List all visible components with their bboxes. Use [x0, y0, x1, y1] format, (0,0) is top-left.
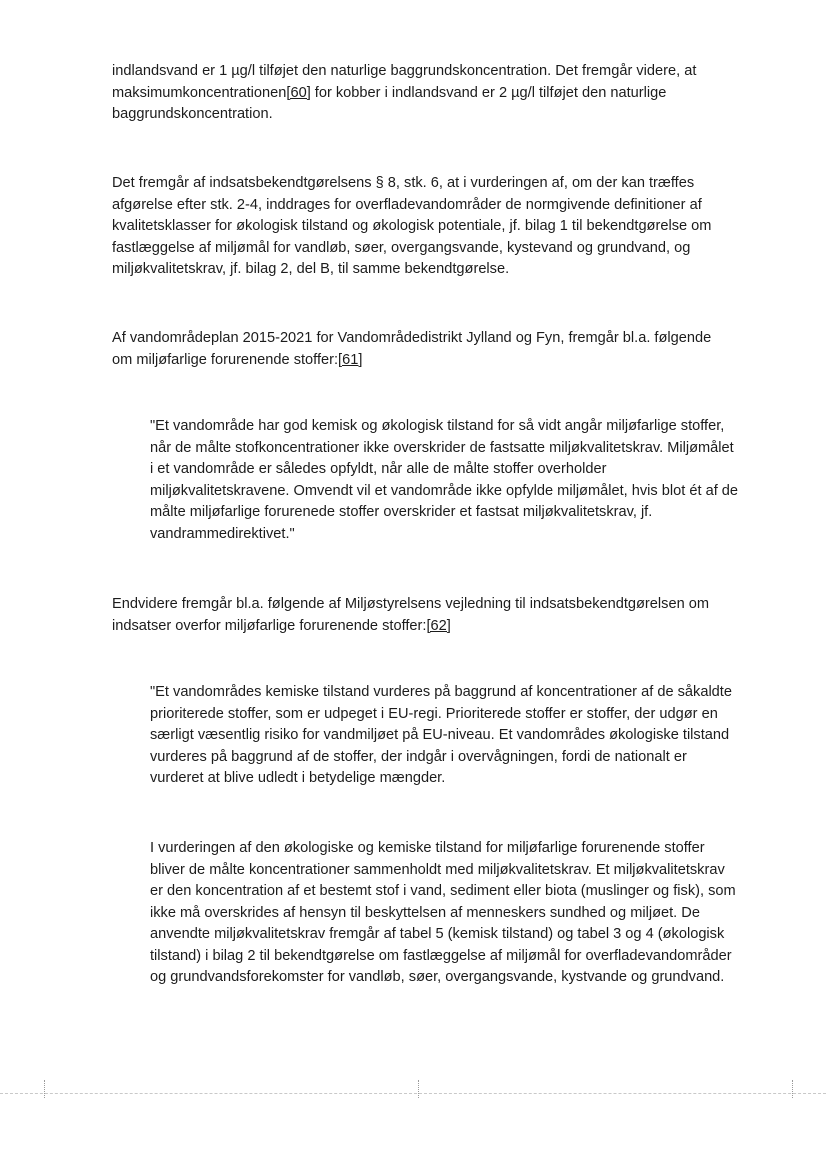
scan-mark-right — [792, 1080, 796, 1098]
footnote-link-62[interactable]: [62] — [426, 617, 451, 634]
scan-mark-left — [44, 1080, 48, 1098]
paragraph-2-text: Det fremgår af indsatsbekendtgørelsens § 8, stk. 6, at i vurderingen af, om der kan træffes afgørelse efter stk. 2-4, inddrages for overfladevandområder de normgivende definitioner af kvalitetsklasser for økologisk tilstand og økologisk potentiale, jf. bilag 1 til bekendtgørelse om fastlæggelse af miljømål for vandløb, søer, overgangsvande, kystevand og grundvand, og miljøkvalitetskrav, jf. bilag 2, del B, til samme bekendtgørelse. — [112, 175, 712, 277]
paragraph-1-text-a: indlandsvand er 1 µg/l tilføjet den naturlige baggrundskoncentration. Det fremgår videre, at maksimumkoncentrationen — [112, 63, 697, 101]
paragraph-1-text-b: for kobber i indlandsvand er 2 µg/l tilføjet den naturlige baggrundskoncentration. — [112, 84, 667, 122]
scan-mark-center — [418, 1080, 422, 1098]
paragraph-1 — [112, 61, 722, 126]
paragraph-4-text: Endvidere fremgår bl.a. følgende af Miljøstyrelsens vejledning til indsatsbekendtgørelsen om indsatser overfor miljøfarlige forurenende stoffer: — [112, 596, 710, 634]
paragraph-2 — [112, 173, 722, 281]
footnote-link-61[interactable]: [61] — [338, 351, 363, 368]
quote-2-text: "Et vandområdes kemiske tilstand vurderes på baggrund af koncentrationer af de såkaldte prioriterede stoffer, som er udpeget i EU-regi. Prioriterede stoffer er stoffer, der udgør en særligt væsentlig risiko for vandmiljøet på EU-niveau. Et vandområdes økologiske tilstand vurderes på baggrund af de stoffer, der indgår i overvågningen, fordi de nationalt er vurderet at blive udledt i betydelige mængder. — [150, 684, 732, 786]
quote-3 — [150, 838, 740, 989]
quote-1 — [150, 416, 740, 545]
paragraph-3-text: Af vandområdeplan 2015-2021 for Vandområdedistrikt Jylland og Fyn, fremgår bl.a. følgende om miljøfarlige forurenende stoffer: — [112, 330, 712, 368]
quote-2 — [150, 682, 740, 790]
quote-3-text: I vurderingen af den økologiske og kemiske tilstand for miljøfarlige forurenende stoffer bliver de målte koncentrationer sammenholdt med miljøkvalitetskrav. Et miljøkvalitetskrav er den koncentration af et bestemt stof i vand, sediment eller biota (muslinger og fisk), som ikke må overskrides af hensyn til beskyttelsen af menneskers sundhed og miljøet. De anvendte miljøkvalitetskrav fremgår af tabel 5 (kemisk tilstand) og tabel 3 og 4 (økologisk tilstand) i bilag 2 til bekendtgørelse om fastlæggelse af miljømål for overfladevandområder og grundvandsforekomster for vandløb, søer, overgangsvande, kystvande og grundvand. — [150, 840, 736, 985]
paragraph-3 — [112, 328, 722, 371]
page-edge-divider — [0, 1093, 826, 1095]
quote-1-text: "Et vandområde har god kemisk og økologisk tilstand for så vidt angår miljøfarlige stoffer, når de målte stofkoncentrationer ikke overskrider de fastsatte miljøkvalitetskrav. Miljømålet i et vandområde er således opfyldt, når alle de målte stoffer overholder miljøkvalitetskravene. Omvendt vil et vandområde ikke opfylde miljømålet, hvis blot ét af de målte miljøfarlige forurenede stoffer overskrider et fastsat miljøkvalitetskrav, jf. vandrammedirektivet." — [150, 418, 739, 542]
footnote-link-60[interactable]: [60] — [286, 84, 311, 101]
paragraph-4 — [112, 594, 722, 637]
